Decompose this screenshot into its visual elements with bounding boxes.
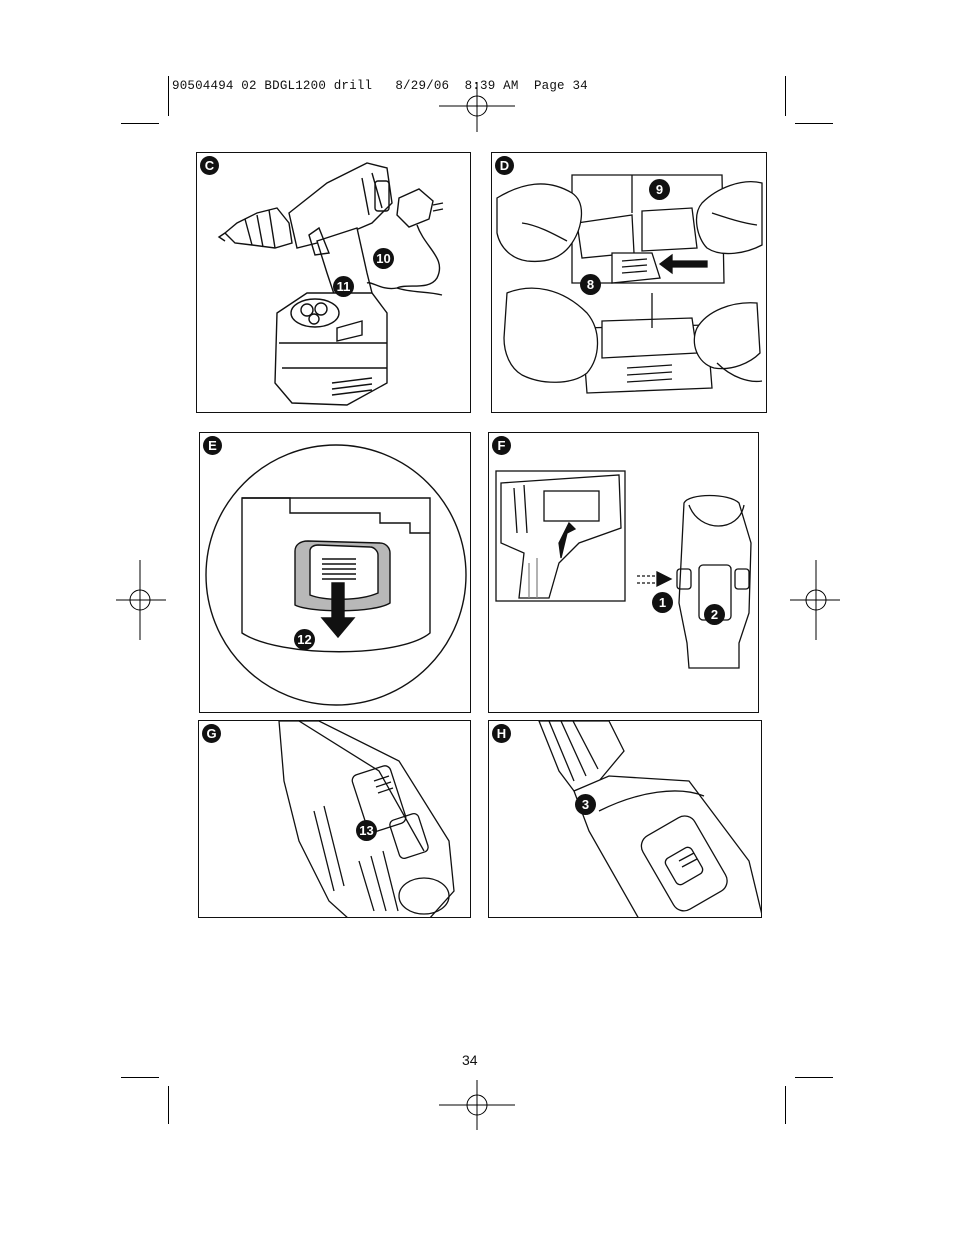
battery-release-illustration	[200, 433, 471, 713]
crop-mark-top-left-h	[121, 123, 159, 124]
battery-insertion-illustration	[492, 153, 767, 413]
panel-h-label: H	[492, 724, 511, 743]
forward-reverse-illustration	[489, 433, 759, 713]
panel-g-label: G	[202, 724, 221, 743]
print-slug-header: 90504494 02 BDGL1200 drill 8/29/06 8:39 AM Page 34	[172, 79, 588, 93]
crop-mark-top-left-v	[168, 76, 169, 116]
figure-panel-f	[488, 432, 759, 713]
panel-e-label: E	[203, 436, 222, 455]
callout-13: 13	[356, 820, 377, 841]
crop-mark-top-right-v	[785, 76, 786, 116]
crop-mark-top-right-h	[795, 123, 833, 124]
panel-c-label: C	[200, 156, 219, 175]
callout-9: 9	[649, 179, 670, 200]
callout-10: 10	[373, 248, 394, 269]
registration-mark-right	[790, 560, 840, 640]
page-number: 34	[462, 1052, 478, 1068]
callout-11: 11	[333, 276, 354, 297]
callout-2: 2	[704, 604, 725, 625]
callout-3: 3	[575, 794, 596, 815]
callout-12: 12	[294, 629, 315, 650]
figure-panel-e	[199, 432, 471, 713]
crop-mark-bottom-right-h	[795, 1077, 833, 1078]
callout-1: 1	[652, 592, 673, 613]
figure-panel-h	[488, 720, 762, 918]
callout-8: 8	[580, 274, 601, 295]
crop-mark-bottom-left-v	[168, 1086, 169, 1124]
figure-panel-d	[491, 152, 767, 413]
drill-side-illustration-g	[199, 721, 471, 918]
panel-f-label: F	[492, 436, 511, 455]
panel-d-label: D	[495, 156, 514, 175]
registration-mark-left	[116, 560, 166, 640]
figure-panel-g	[198, 720, 471, 918]
registration-mark-bottom	[439, 1080, 515, 1130]
drill-side-illustration-h	[489, 721, 762, 918]
figure-panel-c	[196, 152, 471, 413]
crop-mark-bottom-left-h	[121, 1077, 159, 1078]
crop-mark-bottom-right-v	[785, 1086, 786, 1124]
registration-mark-top	[439, 82, 515, 132]
